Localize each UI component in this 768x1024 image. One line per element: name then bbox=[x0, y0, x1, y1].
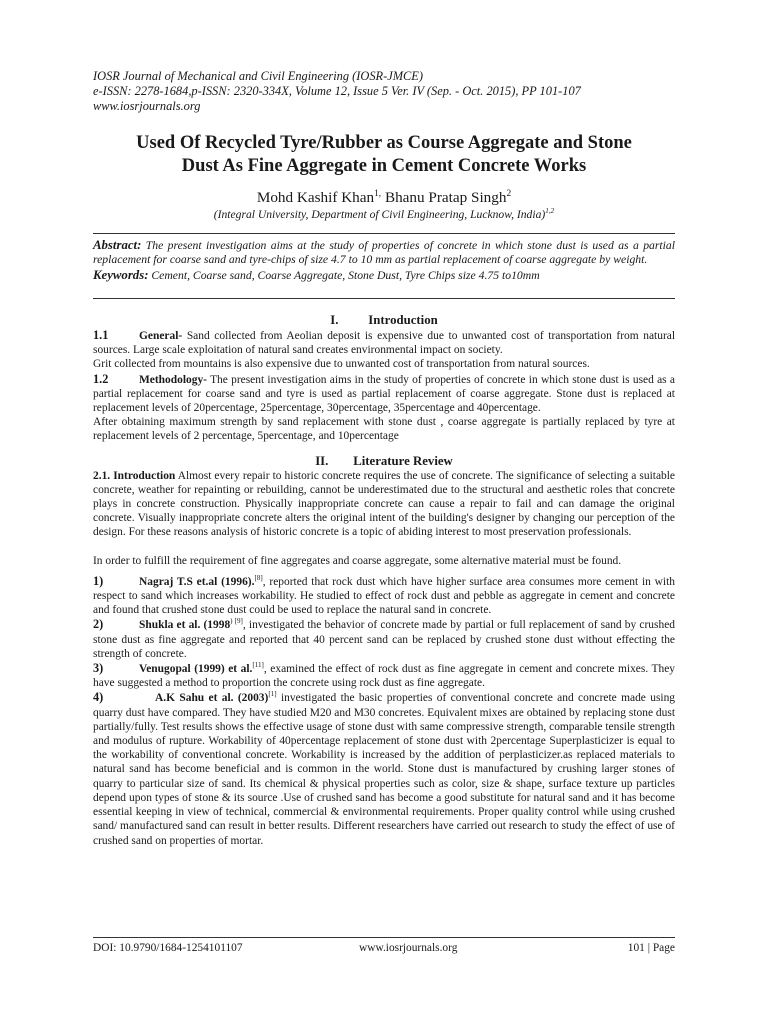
spacer bbox=[93, 444, 675, 453]
section-title: Literature Review bbox=[353, 453, 453, 468]
journal-website: www.iosrjournals.org bbox=[93, 99, 201, 113]
footer-website: www.iosrjournals.org bbox=[359, 942, 458, 954]
abstract-divider bbox=[93, 298, 675, 299]
reference-author: Shukla et al. (1998 bbox=[139, 619, 231, 632]
paragraph-text: Almost every repair to historic concrete requires the use of concrete. The significance of selecting a suitable concrete, weather for repainting or rebuilding, cannot be underestimated due to the structural and aesthetic roles that concrete plays in concrete construction. Physically inappropriate concrete can cause a repair to fail and can damage the original concrete. Visually inappropriate concrete alters the original intent of the building's designer by changing our perception of the design. For these reasons analysis of historic concrete is a topic of abiding interest to most preservation professionals. bbox=[93, 469, 675, 539]
journal-issn: e-ISSN: 2278-1684,p-ISSN: 2320-334X, Volume 12, Issue 5 Ver. IV (Sep. - Oct. 2015), PP 101-107 bbox=[93, 84, 581, 98]
paragraph-1-1 bbox=[93, 328, 675, 357]
reference-citation: ) [9] bbox=[230, 617, 243, 626]
subsection-heading: General- bbox=[139, 330, 183, 342]
footer-divider bbox=[93, 937, 675, 938]
subsection-number: 1.2 bbox=[93, 371, 109, 386]
section-title: Introduction bbox=[368, 313, 438, 327]
reference-text: , reported that rock dust which have higher surface area consumes more cement in with respect to sand which increases workability. He studied to effect of rock dust and pebble as aggregate in cement and concrete and found that crushed stone dust could be used to replace the natural sand in concrete. bbox=[93, 575, 675, 617]
top-divider bbox=[93, 233, 675, 234]
section-heading-introduction bbox=[93, 312, 675, 328]
footer-page-number: 101 | Page bbox=[627, 942, 675, 954]
reference-text: investigated the basic properties of conventional concrete and concrete made using quarry dust have compared. They have studied M20 and M30 concretes. Equivalent mixes are obtained by replacing stone dust partially/fully. Test results shows the effective usage of stone dust with same compressive strength, comparable tensile strength and modulus of rupture. Workability of 40percentage replacement of stone dust with 2percentage Superplasticizer is equal to the workability of conventional concrete. Workability is increased by the addition of perplasticizer.as replaced materials to natural sand has become beneficial and is common in the world. Stone dust is manufactured by crushing larger stones of quarry to particular size of sand. Its chemical & physical properties such as color, size & shape, surface texture up particles depend upon types of stone & its source .Use of crushed sand has become a good substitute for natural sand and it has become essential keeping in view of technical, commercial & environmental requirements. Proper quality control while using crushed sand/ manufactured sand can result in better results. Different researchers have carried out research to study the effect of use of crushed sand on properties of mortar. bbox=[93, 692, 676, 847]
author-2-sup: 2 bbox=[506, 188, 512, 199]
section-number: I. bbox=[330, 313, 339, 327]
paragraph-2-1 bbox=[93, 469, 675, 540]
abstract-label: Abstract: bbox=[93, 238, 142, 252]
affiliation-sup: 1,2 bbox=[545, 207, 555, 216]
main-content bbox=[93, 312, 675, 848]
affiliation-text: (Integral University, Department of Civil Engineering, Lucknow, India) bbox=[213, 208, 546, 221]
abstract-text: The present investigation aims at the study of properties of concrete in which stone dust is used as a partial replacement for coarse sand and tyre-chips of size 4.7 to 10 mm as partial replacement of coarse aggregate by weight. bbox=[93, 239, 676, 267]
author-separator: , bbox=[378, 188, 382, 199]
subsection-number: 1.1 bbox=[93, 328, 109, 342]
paragraph-text: The present investigation aims in the study of properties of concrete in which stone dust is used as a partial replacement for coarse sand and tyre is used as partial replacement of coarse aggregate. Stone dust is replaced at replacement levels of 20percentage, 25percentage, 30percentage, 35percentage and 40percentage. bbox=[93, 373, 675, 415]
footer-doi: DOI: 10.9790/1684-1254101107 bbox=[93, 942, 243, 954]
reference-number: 1) bbox=[93, 573, 104, 588]
paragraph-1-2 bbox=[93, 372, 675, 416]
reference-item-1 bbox=[93, 574, 675, 618]
reference-citation: [11] bbox=[252, 661, 264, 670]
author-1-sup: 1 bbox=[374, 188, 379, 199]
section-number: II. bbox=[315, 453, 329, 468]
section-heading-literature-review bbox=[93, 453, 675, 469]
reference-number: 3) bbox=[93, 661, 104, 676]
reference-text: , investigated the behavior of concrete made by partial or full replacement of sand by crushed stone dust as fine aggregate and reported that 40 percent sand can be replaced by crushed stone dust without effecting the strength of concrete. bbox=[93, 619, 675, 660]
reference-text: , examined the effect of rock dust as fine aggregate in cement and concrete mixes. They have suggested a method to proportion the concrete using rock dust as fine aggregate. bbox=[93, 663, 675, 690]
journal-name: IOSR Journal of Mechanical and Civil Engineering (IOSR-JMCE) bbox=[93, 69, 423, 83]
author-1: Mohd Kashif Khan bbox=[256, 189, 375, 206]
journal-header bbox=[93, 69, 693, 114]
paragraph-fulfill: In order to fulfill the requirement of fine aggregates and coarse aggregate, some alternative material must be found. bbox=[93, 554, 622, 567]
reference-item-3 bbox=[93, 661, 675, 690]
keywords-text: Cement, Coarse sand, Coarse Aggregate, Stone Dust, Tyre Chips size 4.75 to10mm bbox=[151, 268, 540, 282]
author-line bbox=[60, 189, 708, 207]
keywords-label: Keywords: bbox=[93, 267, 149, 282]
reference-item-2 bbox=[93, 617, 675, 661]
paragraph-grit: Grit collected from mountains is also expensive due to unwanted cost of transportation from natural sources. bbox=[93, 358, 590, 371]
affiliation bbox=[60, 208, 708, 222]
reference-author: A.K Sahu et al. (2003) bbox=[155, 692, 269, 705]
title-line-1: Used Of Recycled Tyre/Rubber as Course Aggregate and Stone bbox=[136, 133, 632, 153]
reference-author: Venugopal (1999) et al. bbox=[139, 663, 253, 676]
paragraph-tyre-replacement: After obtaining maximum strength by sand replacement with stone dust , coarse aggregate is partially replaced by tyre at replacement levels of 2 percentage, 5percentage, and 10percentage bbox=[93, 416, 675, 443]
author-2: Bhanu Pratap Singh bbox=[384, 189, 507, 206]
paragraph-text: Sand collected from Aeolian deposit is expensive due to unwanted cost of transportation from natural sources. Large scale exploitation of natural sand creates environmental impact on society. bbox=[93, 330, 676, 357]
reference-author: Nagraj T.S et.al (1996). bbox=[139, 575, 255, 588]
abstract-block bbox=[93, 238, 675, 283]
reference-citation: [8] bbox=[254, 574, 263, 583]
reference-number: 2) bbox=[93, 617, 104, 632]
reference-citation: [1] bbox=[268, 690, 277, 699]
reference-number: 4) bbox=[93, 690, 104, 705]
reference-item-4 bbox=[93, 690, 675, 847]
paper-title bbox=[60, 132, 708, 178]
subsection-heading: 2.1. Introduction bbox=[93, 469, 176, 482]
spacer bbox=[93, 540, 675, 554]
subsection-heading: Methodology- bbox=[139, 373, 207, 386]
title-line-2: Dust As Fine Aggregate in Cement Concrete Works bbox=[181, 156, 587, 176]
